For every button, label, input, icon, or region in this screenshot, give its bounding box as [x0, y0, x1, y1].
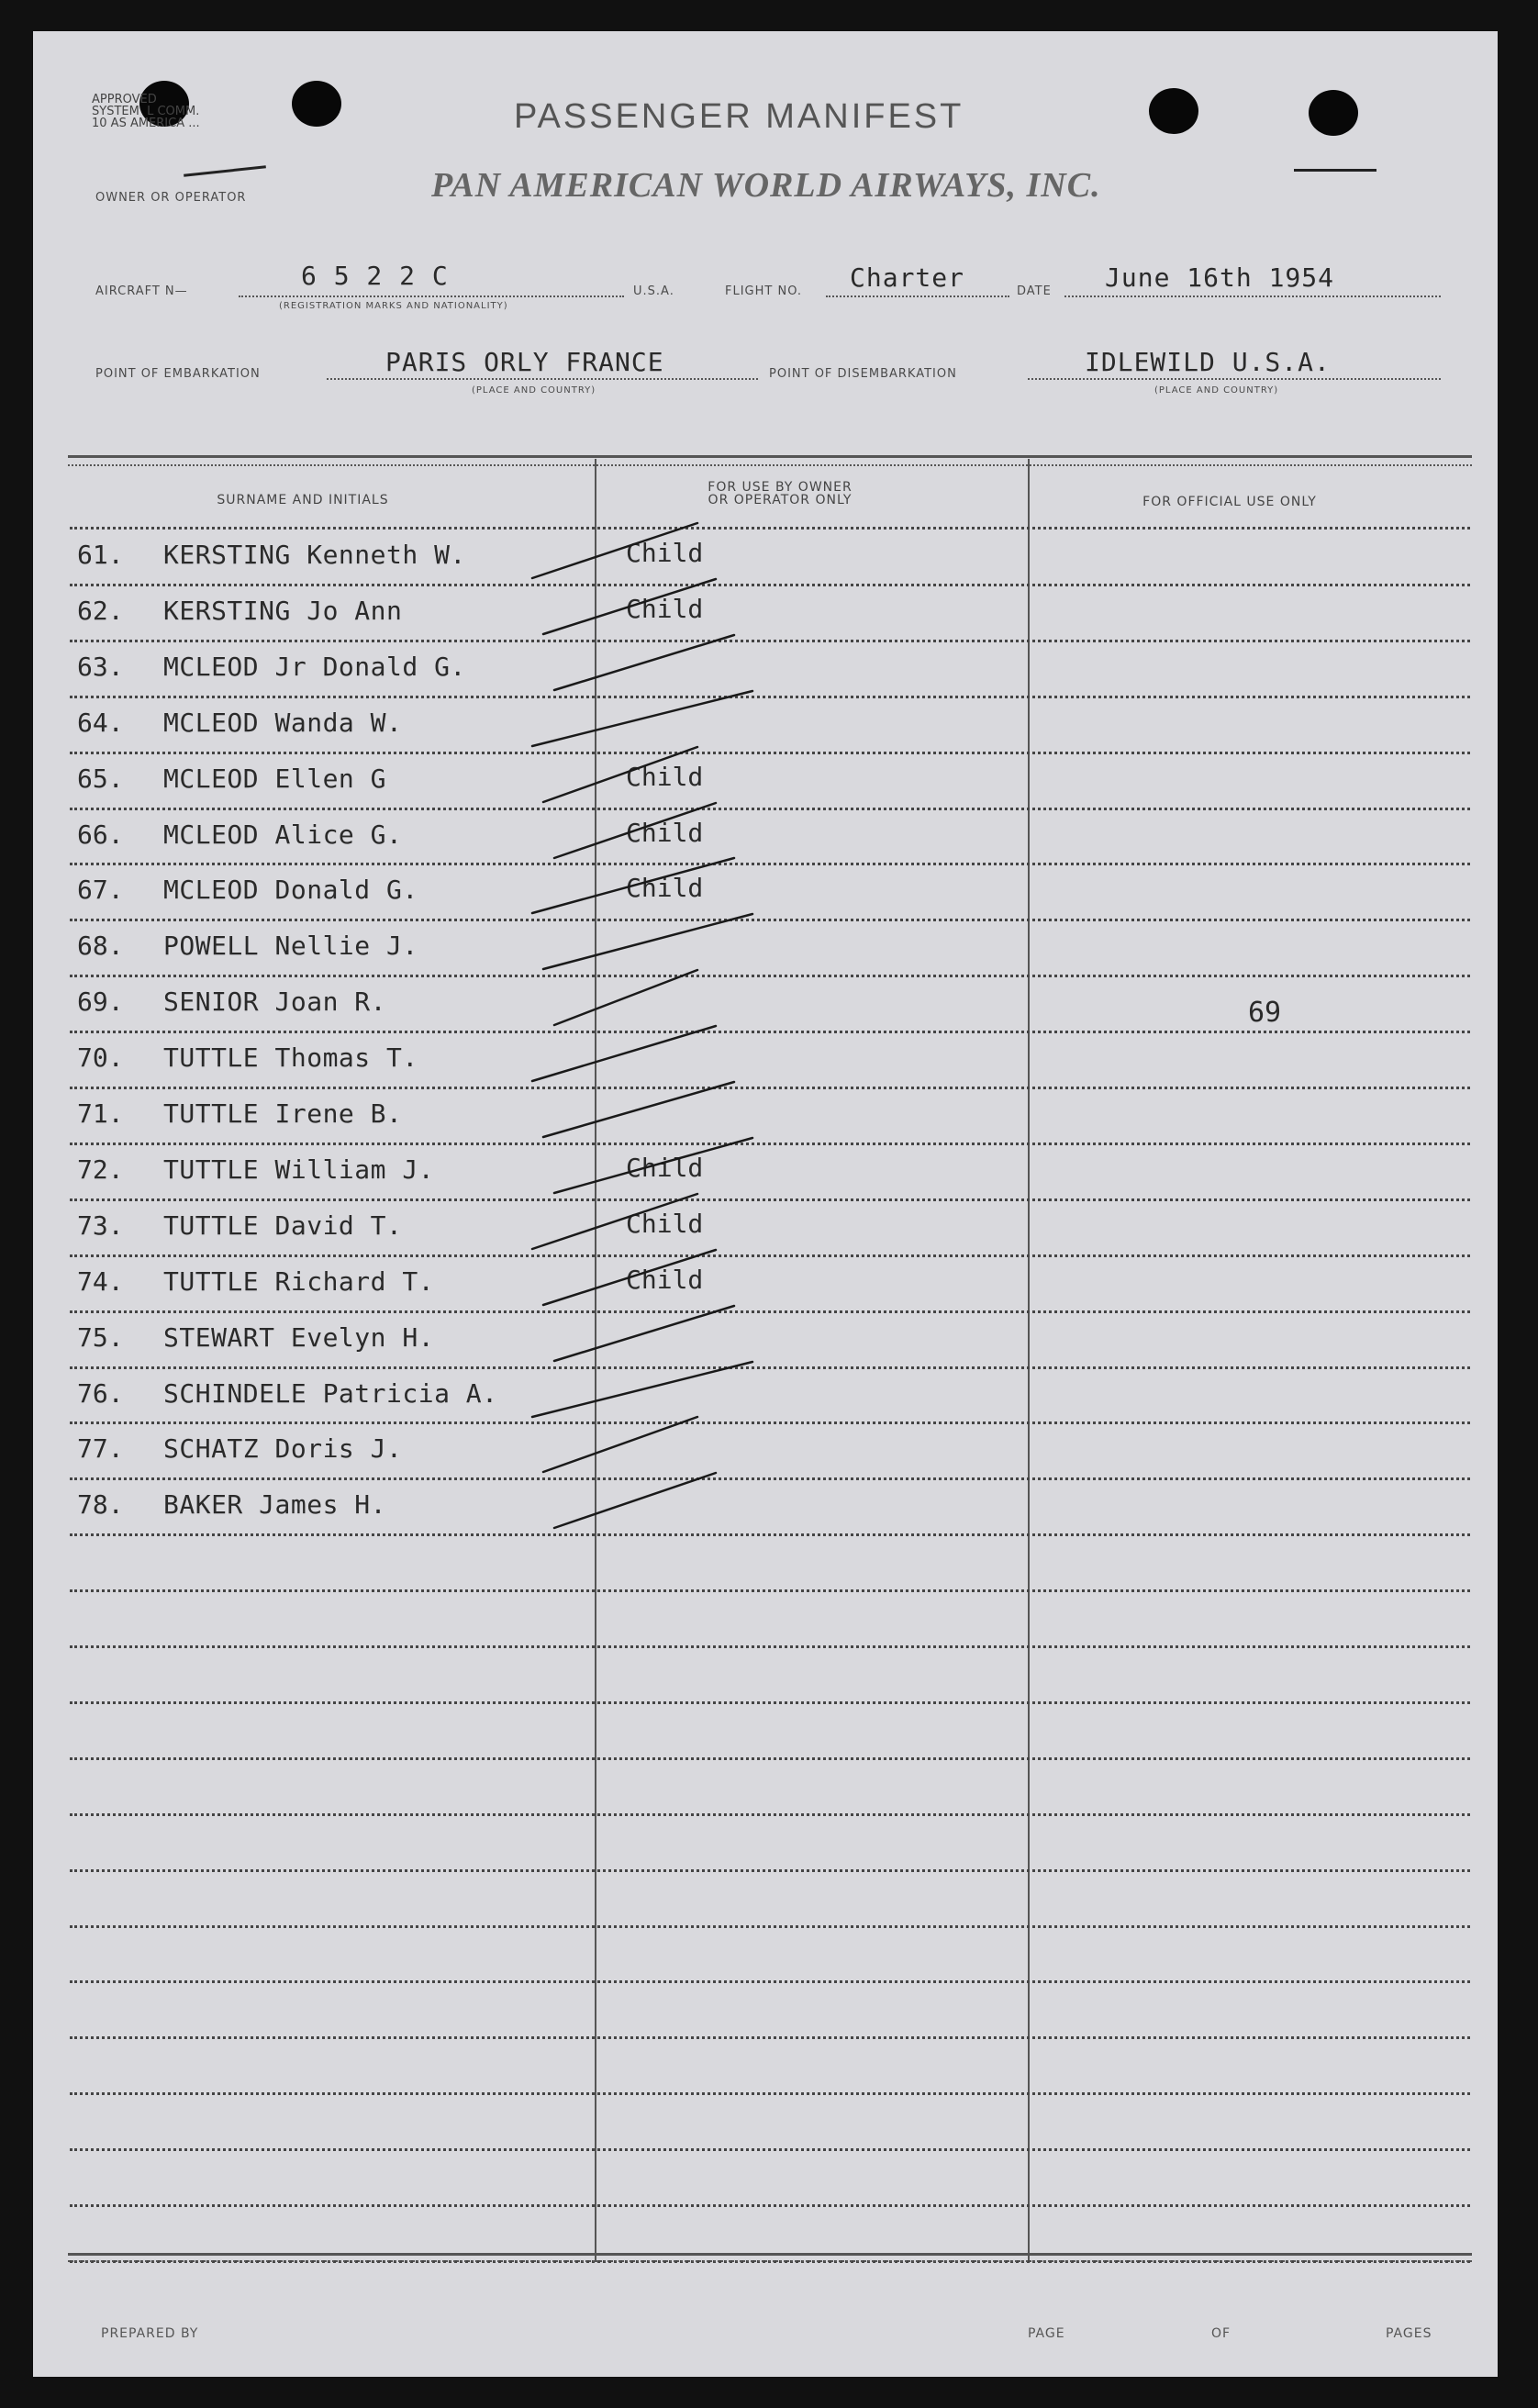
- check-mark-icon: [0, 921, 1538, 977]
- row-rule: [70, 2092, 1470, 2095]
- check-mark-icon: [0, 810, 1538, 866]
- passenger-name: MCLEOD Alice G.: [163, 819, 403, 850]
- row-rule: [70, 2148, 1470, 2151]
- aircraft-sub: (REGISTRATION MARKS AND NATIONALITY): [279, 301, 508, 311]
- row-rule: [70, 1589, 1470, 1592]
- approval-note: APPROVED SYSTEM L COMM. 10 AS AMERICA ...: [92, 93, 200, 130]
- aircraft-label: AIRCRAFT N—: [95, 284, 188, 298]
- row-rule: [70, 1757, 1470, 1760]
- row-rule: [70, 2204, 1470, 2207]
- embark-sub: (PLACE AND COUNTRY): [472, 385, 596, 396]
- prepared-by-label: PREPARED BY: [101, 2326, 199, 2341]
- row-number: 76.: [77, 1378, 124, 1409]
- embark-underline: [327, 378, 758, 380]
- check-mark-icon: [0, 1145, 1538, 1201]
- punch-hole: [292, 81, 341, 127]
- flight-label: FLIGHT NO.: [725, 284, 803, 298]
- page-label: PAGE: [1028, 2326, 1065, 2341]
- row-rule: [70, 1980, 1470, 1983]
- passenger-name: KERSTING Jo Ann: [163, 596, 403, 626]
- row-number: 70.: [77, 1042, 124, 1073]
- passenger-note: Child: [626, 1209, 704, 1239]
- flight-underline: [826, 295, 1009, 297]
- check-mark-icon: [0, 865, 1538, 921]
- table-row: [0, 921, 1538, 977]
- country-label: U.S.A.: [633, 284, 674, 298]
- airline-name: PAN AMERICAN WORLD AIRWAYS, INC.: [431, 166, 1101, 205]
- aircraft-value: 6 5 2 2 C: [301, 261, 449, 291]
- passenger-note: Child: [626, 873, 704, 903]
- passenger-name: STEWART Evelyn H.: [163, 1322, 435, 1353]
- check-mark-icon: [0, 530, 1538, 586]
- pages-label: PAGES: [1386, 2326, 1432, 2341]
- of-label: OF: [1211, 2326, 1232, 2341]
- table-row: [0, 1424, 1538, 1480]
- check-mark-icon: [0, 977, 1538, 1033]
- table-row: [0, 1033, 1538, 1089]
- table-row: [0, 642, 1538, 698]
- embark-label: POINT OF EMBARKATION: [95, 367, 261, 381]
- passenger-name: TUTTLE William J.: [163, 1154, 435, 1185]
- check-mark-icon: [0, 1369, 1538, 1425]
- row-number: 64.: [77, 708, 124, 738]
- passenger-note: Child: [626, 1153, 704, 1183]
- passenger-name: SCHINDELE Patricia A.: [163, 1378, 498, 1409]
- punch-hole: [1309, 90, 1358, 136]
- table-row: [0, 1089, 1538, 1145]
- passenger-name: MCLEOD Ellen G: [163, 764, 387, 794]
- row-rule: [70, 2036, 1470, 2039]
- table-row: [0, 977, 1538, 1033]
- row-number: 74.: [77, 1266, 124, 1297]
- page-title: PASSENGER MANIFEST: [514, 97, 964, 136]
- row-number: 62.: [77, 596, 124, 626]
- passenger-name: MCLEOD Jr Donald G.: [163, 652, 466, 682]
- check-mark-icon: [0, 1313, 1538, 1369]
- check-mark-icon: [0, 1033, 1538, 1089]
- table-bottom-rule: [68, 2253, 1472, 2256]
- row-number: 68.: [77, 931, 124, 961]
- disembark-sub: (PLACE AND COUNTRY): [1154, 385, 1279, 396]
- table-row: [0, 865, 1538, 921]
- row-rule: [70, 1925, 1470, 1928]
- passenger-note: Child: [626, 538, 704, 568]
- row-rule: [70, 1813, 1470, 1816]
- corner-mark: [1294, 169, 1376, 172]
- table-row: [0, 1369, 1538, 1425]
- passenger-name: TUTTLE Richard T.: [163, 1266, 435, 1297]
- disembark-label: POINT OF DISEMBARKATION: [769, 367, 957, 381]
- table-bottom-rule-dotted: [68, 2260, 1472, 2262]
- table-top-rule: [68, 455, 1472, 458]
- aircraft-underline: [239, 295, 624, 297]
- row-number: 67.: [77, 875, 124, 905]
- column-header-owner-line2: OR OPERATOR ONLY: [708, 493, 853, 507]
- check-mark-icon: [0, 698, 1538, 754]
- owner-label: OWNER OR OPERATOR: [95, 191, 247, 205]
- table-row: [0, 1257, 1538, 1313]
- column-header-name: SURNAME AND INITIALS: [217, 493, 389, 507]
- passenger-name: POWELL Nellie J.: [163, 931, 418, 961]
- row-number: 75.: [77, 1322, 124, 1353]
- passenger-name: MCLEOD Wanda W.: [163, 708, 403, 738]
- row-rule: [70, 1701, 1470, 1704]
- passenger-name: TUTTLE Irene B.: [163, 1098, 403, 1129]
- check-mark-icon: [0, 1089, 1538, 1145]
- disembark-value: IDLEWILD U.S.A.: [1085, 347, 1331, 377]
- official-mark: 69: [1248, 997, 1282, 1029]
- passenger-note: Child: [626, 762, 704, 792]
- punch-hole: [1149, 88, 1198, 134]
- passenger-name: MCLEOD Donald G.: [163, 875, 418, 905]
- date-label: DATE: [1017, 284, 1052, 298]
- passenger-name: KERSTING Kenneth W.: [163, 540, 466, 570]
- passenger-name: BAKER James H.: [163, 1489, 387, 1520]
- date-value: June 16th 1954: [1105, 262, 1335, 293]
- table-row: [0, 586, 1538, 642]
- embark-value: PARIS ORLY FRANCE: [385, 347, 664, 377]
- row-number: 71.: [77, 1098, 124, 1129]
- passenger-note: Child: [626, 594, 704, 624]
- row-number: 78.: [77, 1489, 124, 1520]
- passenger-note: Child: [626, 1265, 704, 1295]
- row-number: 77.: [77, 1433, 124, 1464]
- header-row-rule: [70, 527, 1470, 530]
- date-underline: [1064, 295, 1441, 297]
- table-row: [0, 1313, 1538, 1369]
- row-number: 65.: [77, 764, 124, 794]
- check-mark-icon: [0, 1201, 1538, 1257]
- check-mark-icon: [0, 642, 1538, 698]
- table-row: [0, 1201, 1538, 1257]
- check-mark-icon: [0, 1424, 1538, 1480]
- passenger-name: SCHATZ Doris J.: [163, 1433, 403, 1464]
- table-row: [0, 810, 1538, 866]
- row-number: 66.: [77, 819, 124, 850]
- passenger-name: SENIOR Joan R.: [163, 987, 387, 1017]
- column-header-owner-line1: FOR USE BY OWNER: [708, 480, 853, 495]
- row-number: 69.: [77, 987, 124, 1017]
- row-number: 63.: [77, 652, 124, 682]
- check-mark-icon: [0, 754, 1538, 810]
- check-mark-icon: [0, 1257, 1538, 1313]
- table-top-rule-dotted: [68, 464, 1472, 466]
- table-row: [0, 754, 1538, 810]
- row-rule: [70, 1869, 1470, 1872]
- column-header-official: FOR OFFICIAL USE ONLY: [1142, 495, 1317, 509]
- table-row: [0, 530, 1538, 586]
- check-mark-icon: [0, 586, 1538, 642]
- table-row: [0, 1145, 1538, 1201]
- disembark-underline: [1028, 378, 1441, 380]
- table-row: [0, 698, 1538, 754]
- passenger-name: TUTTLE Thomas T.: [163, 1042, 418, 1073]
- table-row: [0, 1480, 1538, 1536]
- flight-value: Charter: [850, 262, 965, 293]
- row-rule: [70, 1645, 1470, 1648]
- check-mark-icon: [0, 1480, 1538, 1536]
- passenger-name: TUTTLE David T.: [163, 1210, 403, 1241]
- row-number: 72.: [77, 1154, 124, 1185]
- row-number: 61.: [77, 540, 124, 570]
- row-number: 73.: [77, 1210, 124, 1241]
- passenger-note: Child: [626, 818, 704, 848]
